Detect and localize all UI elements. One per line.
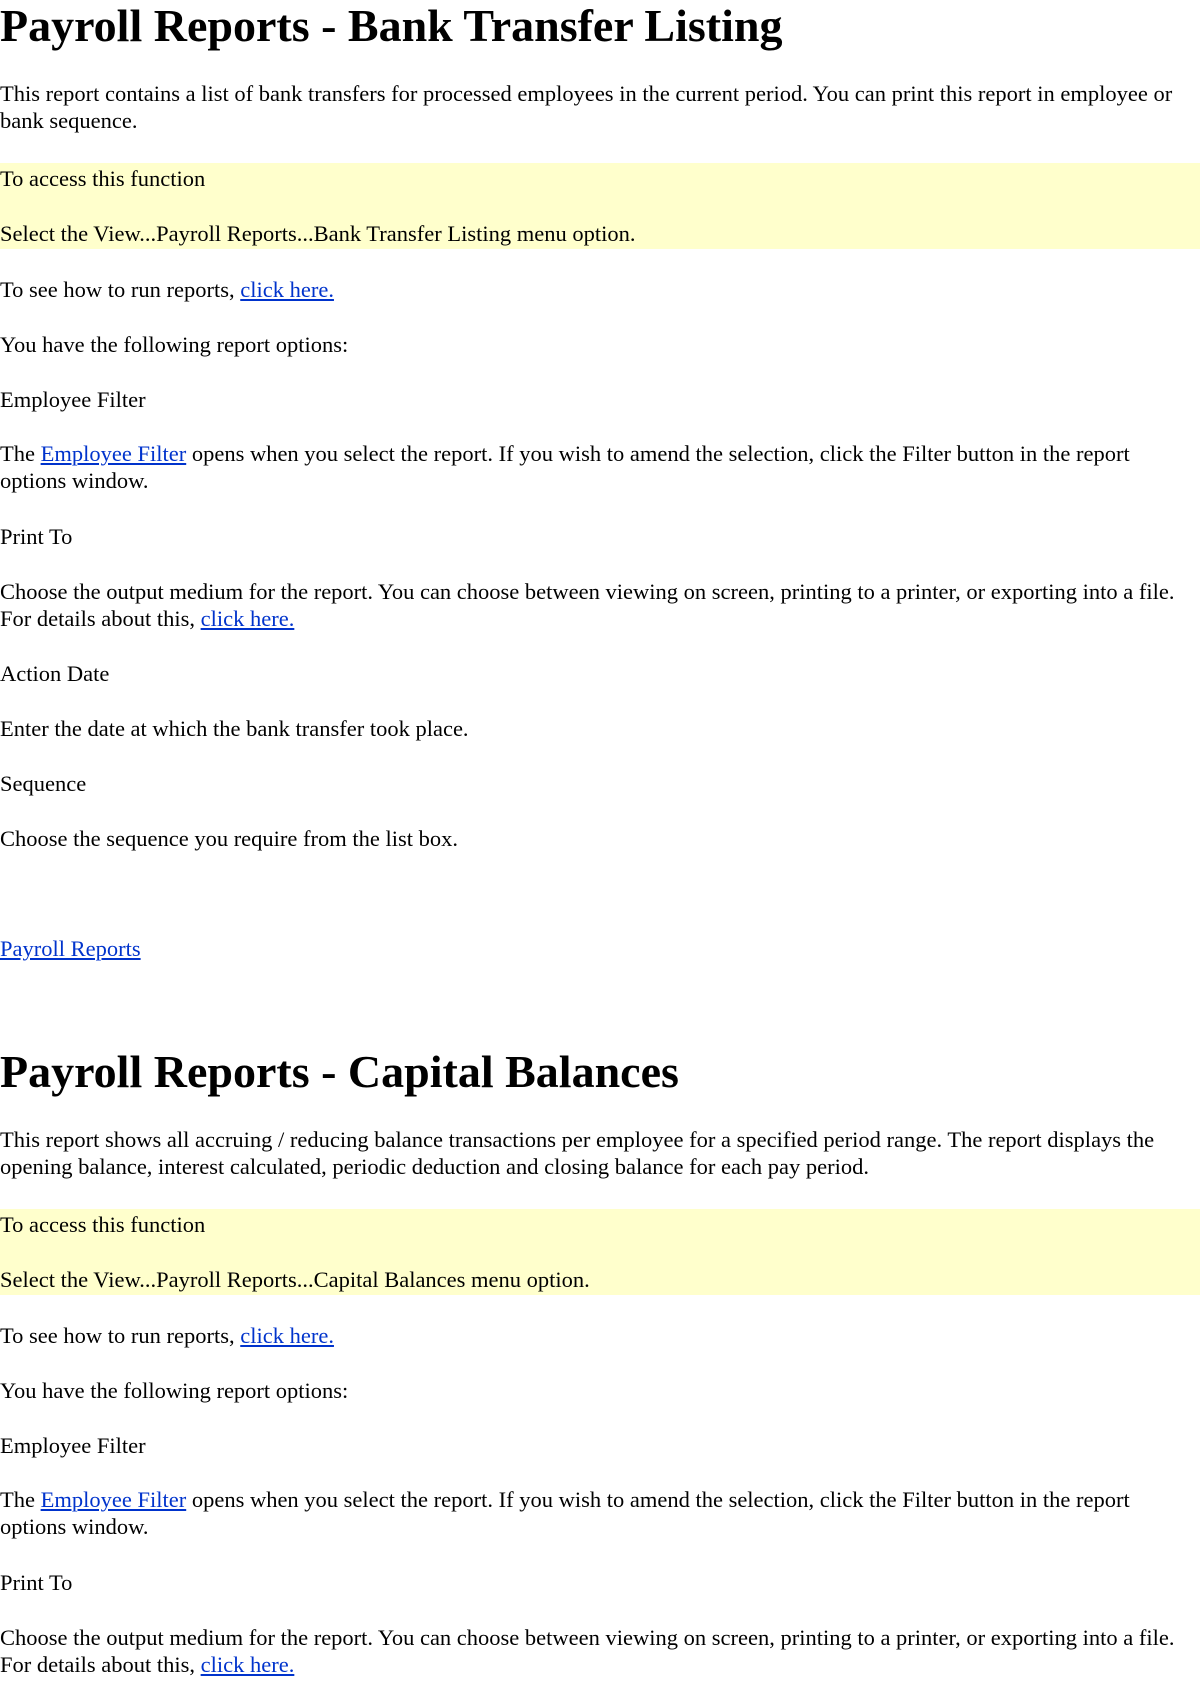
capital-balances-employee-filter-prefix: The xyxy=(0,1487,41,1512)
capital-balances-print-to-link[interactable]: click here. xyxy=(200,1652,295,1677)
capital-balances-intro: This report shows all accruing / reducing balance transactions per employee for a specified period range. The report displays the opening balance, interest calculated, periodic deduction and closing balance for each pay period. xyxy=(0,1127,1155,1179)
capital-balances-access-heading: To access this function xyxy=(0,1212,206,1237)
bank-transfer-sequence-desc: Choose the sequence you require from the list box. xyxy=(0,826,459,851)
bank-transfer-print-to-desc xyxy=(0,578,1180,632)
bank-transfer-employee-filter-link[interactable]: Employee Filter xyxy=(40,441,187,466)
capital-balances-title: Payroll Reports - Capital Balances xyxy=(0,1046,679,1097)
bank-transfer-action-date-desc: Enter the date at which the bank transfer took place. xyxy=(0,716,469,741)
bank-transfer-intro: This report contains a list of bank transfers for processed employees in the current period. You can print this report in employee or bank sequence. xyxy=(0,81,1173,133)
bank-transfer-print-to-link[interactable]: click here. xyxy=(200,606,295,631)
bank-transfer-employee-filter-prefix: The xyxy=(0,441,41,466)
bank-transfer-options-intro: You have the following report options: xyxy=(0,332,349,357)
bank-transfer-employee-filter-suffix: opens when you select the report. If you wish to amend the selection, click the Filter button in the report options window. xyxy=(0,441,1130,493)
capital-balances-options-intro: You have the following report options: xyxy=(0,1378,349,1403)
bank-transfer-run-reports xyxy=(0,276,1180,303)
capital-balances-print-to-label: Print To xyxy=(0,1570,73,1595)
bank-transfer-run-prefix: To see how to run reports, xyxy=(0,277,241,302)
capital-balances-print-to-desc xyxy=(0,1624,1180,1678)
bank-transfer-access-instruction: Select the View...Payroll Reports...Bank Transfer Listing menu option. xyxy=(0,221,636,246)
bank-transfer-footer xyxy=(0,935,1180,962)
bank-transfer-employee-filter-label: Employee Filter xyxy=(0,387,146,412)
capital-balances-run-reports xyxy=(0,1322,1180,1349)
bank-transfer-print-to-label: Print To xyxy=(0,524,73,549)
capital-balances-employee-filter-label: Employee Filter xyxy=(0,1433,146,1458)
bank-transfer-employee-filter-desc xyxy=(0,440,1180,494)
capital-balances-run-prefix: To see how to run reports, xyxy=(0,1323,241,1348)
bank-transfer-action-date-label: Action Date xyxy=(0,661,110,686)
capital-balances-access-instruction: Select the View...Payroll Reports...Capital Balances menu option. xyxy=(0,1267,590,1292)
payroll-reports-link[interactable]: Payroll Reports xyxy=(0,936,141,961)
bank-transfer-run-reports-link[interactable]: click here. xyxy=(240,277,334,302)
bank-transfer-print-to-text: Choose the output medium for the report. You can choose between viewing on screen, printing to a printer, or exporting into a file. For details about this, xyxy=(0,579,1175,631)
bank-transfer-access-heading: To access this function xyxy=(0,166,206,191)
capital-balances-employee-filter-desc xyxy=(0,1486,1180,1540)
capital-balances-print-to-text: Choose the output medium for the report. You can choose between viewing on screen, printing to a printer, or exporting into a file. For details about this, xyxy=(0,1625,1175,1677)
bank-transfer-sequence-label: Sequence xyxy=(0,771,87,796)
capital-balances-run-reports-link[interactable]: click here. xyxy=(240,1323,334,1348)
capital-balances-employee-filter-link[interactable]: Employee Filter xyxy=(40,1487,187,1512)
capital-balances-employee-filter-suffix: opens when you select the report. If you wish to amend the selection, click the Filter button in the report options window. xyxy=(0,1487,1130,1539)
bank-transfer-title: Payroll Reports - Bank Transfer Listing xyxy=(0,0,783,51)
